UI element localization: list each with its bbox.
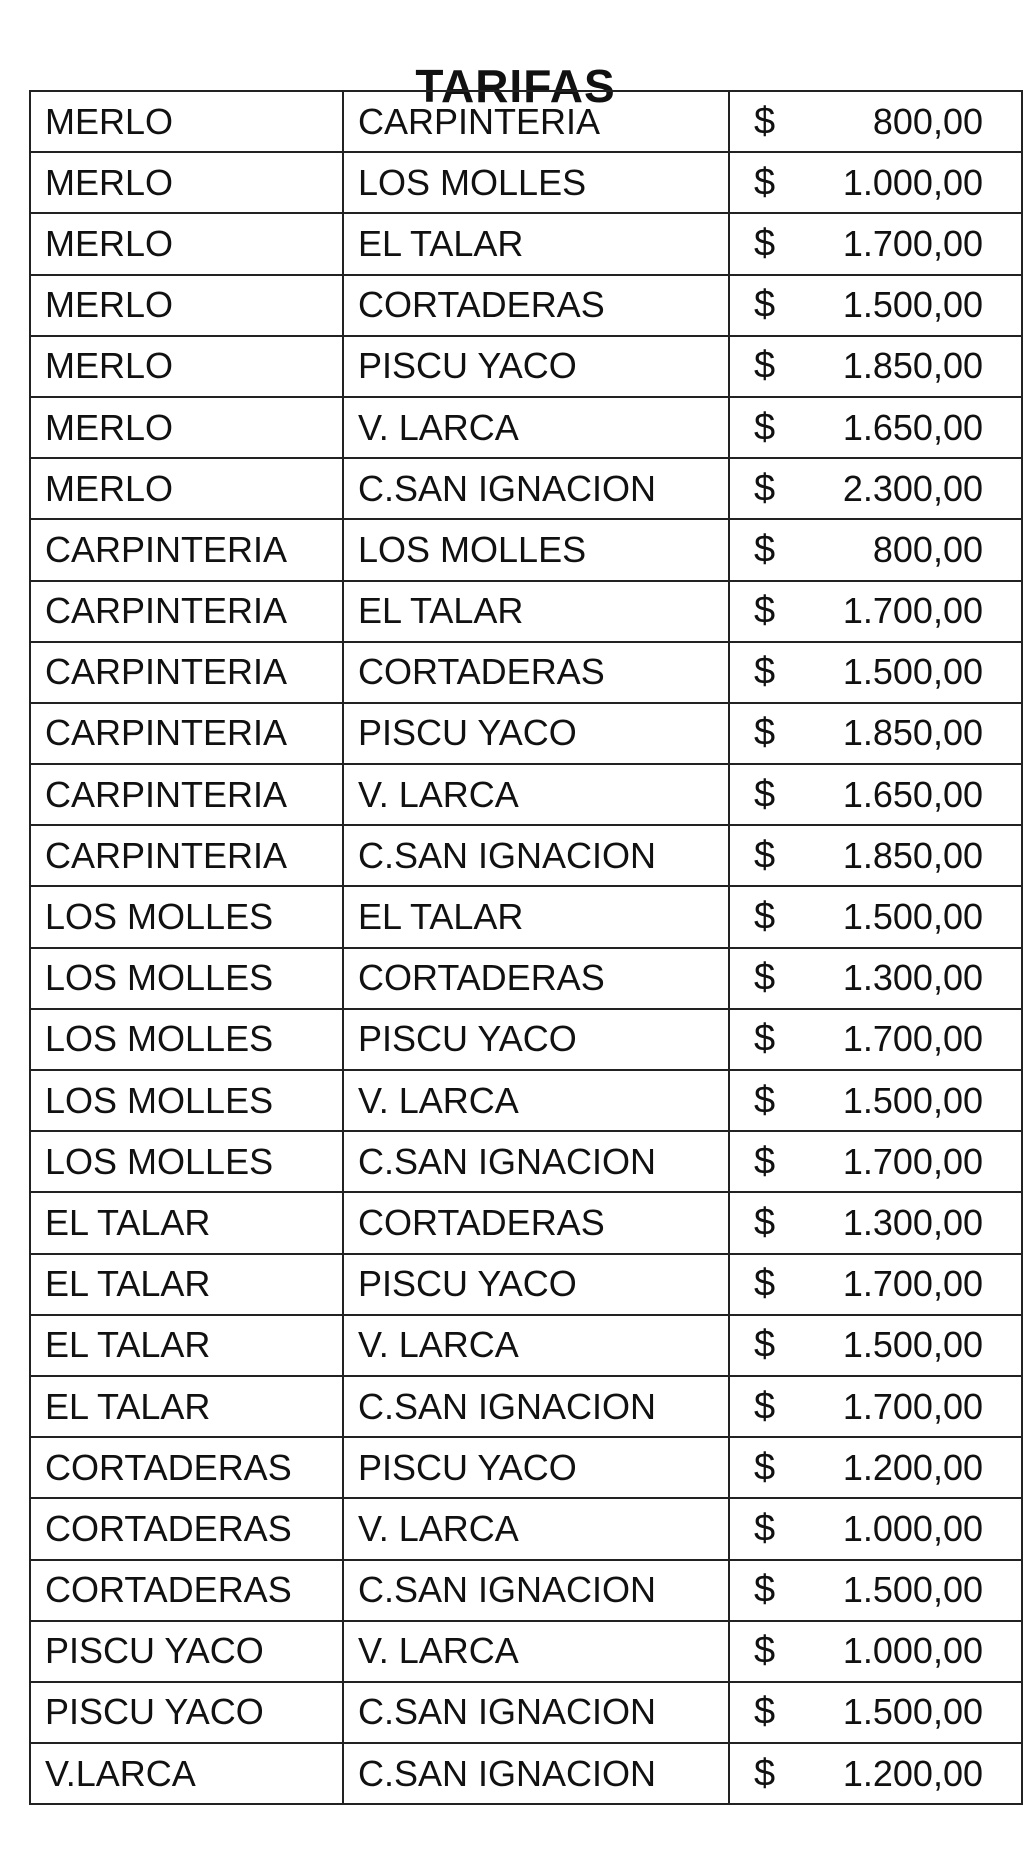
price-cell — [729, 397, 1022, 458]
price-cell — [729, 1437, 1022, 1498]
price-cell — [729, 152, 1022, 213]
price-amount: 1.300,00 — [842, 957, 983, 999]
price-amount: 1.700,00 — [842, 1385, 983, 1427]
currency-symbol: $ — [754, 1690, 776, 1733]
price-cell — [729, 519, 1022, 580]
price-cell — [729, 91, 1022, 152]
destination-cell: C.SAN IGNACION — [343, 825, 729, 886]
origin-cell: LOS MOLLES — [30, 1009, 343, 1070]
destination-cell: PISCU YACO — [343, 1437, 729, 1498]
currency-symbol: $ — [754, 406, 776, 449]
origin-cell: MERLO — [30, 397, 343, 458]
destination-cell: V. LARCA — [343, 1315, 729, 1376]
table-row — [30, 275, 1022, 336]
table-row — [30, 825, 1022, 886]
origin-cell: EL TALAR — [30, 1254, 343, 1315]
currency-symbol: $ — [754, 467, 776, 510]
currency-symbol: $ — [754, 1079, 776, 1122]
destination-cell: V. LARCA — [343, 397, 729, 458]
destination-cell: V. LARCA — [343, 1070, 729, 1131]
price-amount: 1.650,00 — [842, 406, 983, 448]
currency-symbol: $ — [754, 222, 776, 265]
currency-symbol: $ — [754, 1017, 776, 1060]
price-amount: 1.700,00 — [842, 222, 983, 264]
price-amount: 1.500,00 — [842, 651, 983, 693]
table-row — [30, 1009, 1022, 1070]
table-row — [30, 1315, 1022, 1376]
price-amount: 1.500,00 — [842, 1569, 983, 1611]
page-title: TARIFAS — [415, 59, 616, 112]
destination-cell: CORTADERAS — [343, 275, 729, 336]
origin-cell: CARPINTERIA — [30, 703, 343, 764]
origin-cell: CORTADERAS — [30, 1498, 343, 1559]
origin-cell: MERLO — [30, 91, 343, 152]
table-row — [30, 1254, 1022, 1315]
origin-cell: CARPINTERIA — [30, 581, 343, 642]
table-row — [30, 1560, 1022, 1621]
price-cell — [729, 581, 1022, 642]
currency-symbol: $ — [754, 528, 776, 571]
destination-cell: PISCU YACO — [343, 336, 729, 397]
origin-cell: LOS MOLLES — [30, 948, 343, 1009]
currency-symbol: $ — [754, 100, 776, 143]
currency-symbol: $ — [754, 1323, 776, 1366]
price-cell — [729, 1009, 1022, 1070]
table-row — [30, 1192, 1022, 1253]
destination-cell: EL TALAR — [343, 886, 729, 947]
origin-cell: V.LARCA — [30, 1743, 343, 1804]
price-amount: 1.000,00 — [842, 161, 983, 203]
currency-symbol: $ — [754, 1568, 776, 1611]
price-cell — [729, 1070, 1022, 1131]
table-row — [30, 1376, 1022, 1437]
currency-symbol: $ — [754, 1140, 776, 1183]
destination-cell: C.SAN IGNACION — [343, 458, 729, 519]
table-row — [30, 886, 1022, 947]
destination-cell: C.SAN IGNACION — [343, 1682, 729, 1743]
table-row — [30, 581, 1022, 642]
currency-symbol: $ — [754, 283, 776, 326]
currency-symbol: $ — [754, 1629, 776, 1672]
destination-cell: C.SAN IGNACION — [343, 1743, 729, 1804]
destination-cell: PISCU YACO — [343, 703, 729, 764]
origin-cell: MERLO — [30, 336, 343, 397]
destination-cell: PISCU YACO — [343, 1254, 729, 1315]
table-row — [30, 1682, 1022, 1743]
price-cell — [729, 948, 1022, 1009]
price-amount: 1.000,00 — [842, 1507, 983, 1549]
destination-cell: C.SAN IGNACION — [343, 1376, 729, 1437]
price-cell — [729, 764, 1022, 825]
price-amount: 800,00 — [872, 528, 983, 570]
price-cell — [729, 1682, 1022, 1743]
origin-cell: CARPINTERIA — [30, 642, 343, 703]
price-cell — [729, 1621, 1022, 1682]
price-cell — [729, 886, 1022, 947]
destination-cell: LOS MOLLES — [343, 519, 729, 580]
price-amount: 1.200,00 — [842, 1446, 983, 1488]
origin-cell: CORTADERAS — [30, 1437, 343, 1498]
currency-symbol: $ — [754, 895, 776, 938]
origin-cell: MERLO — [30, 152, 343, 213]
price-cell — [729, 825, 1022, 886]
origin-cell: PISCU YACO — [30, 1682, 343, 1743]
destination-cell: V. LARCA — [343, 764, 729, 825]
table-row — [30, 91, 1022, 152]
currency-symbol: $ — [754, 711, 776, 754]
destination-cell: V. LARCA — [343, 1621, 729, 1682]
currency-symbol: $ — [754, 1507, 776, 1550]
destination-cell: C.SAN IGNACION — [343, 1560, 729, 1621]
currency-symbol: $ — [754, 161, 776, 204]
price-cell — [729, 1131, 1022, 1192]
table-row — [30, 152, 1022, 213]
price-amount: 1.200,00 — [842, 1752, 983, 1794]
currency-symbol: $ — [754, 1385, 776, 1428]
currency-symbol: $ — [754, 1201, 776, 1244]
destination-cell: C.SAN IGNACION — [343, 1131, 729, 1192]
currency-symbol: $ — [754, 834, 776, 877]
price-cell — [729, 703, 1022, 764]
price-amount: 1.700,00 — [842, 1018, 983, 1060]
price-amount: 1.700,00 — [842, 1263, 983, 1305]
table-row — [30, 948, 1022, 1009]
price-amount: 1.500,00 — [842, 1324, 983, 1366]
destination-cell: V. LARCA — [343, 1498, 729, 1559]
table-row — [30, 1621, 1022, 1682]
tariff-table-body — [30, 91, 1022, 1804]
currency-symbol: $ — [754, 344, 776, 387]
origin-cell: LOS MOLLES — [30, 886, 343, 947]
origin-cell: PISCU YACO — [30, 1621, 343, 1682]
price-cell — [729, 213, 1022, 274]
origin-cell: CARPINTERIA — [30, 764, 343, 825]
origin-cell: EL TALAR — [30, 1376, 343, 1437]
destination-cell: CARPINTERIA — [343, 91, 729, 152]
price-amount: 1.000,00 — [842, 1630, 983, 1672]
table-row — [30, 764, 1022, 825]
table-row — [30, 458, 1022, 519]
price-amount: 1.500,00 — [842, 1079, 983, 1121]
origin-cell: MERLO — [30, 213, 343, 274]
origin-cell: MERLO — [30, 458, 343, 519]
price-amount: 1.300,00 — [842, 1201, 983, 1243]
destination-cell: PISCU YACO — [343, 1009, 729, 1070]
origin-cell: CORTADERAS — [30, 1560, 343, 1621]
destination-cell: CORTADERAS — [343, 642, 729, 703]
currency-symbol: $ — [754, 1752, 776, 1795]
table-row — [30, 1743, 1022, 1804]
currency-symbol: $ — [754, 956, 776, 999]
price-cell — [729, 1560, 1022, 1621]
currency-symbol: $ — [754, 1262, 776, 1305]
price-amount: 1.650,00 — [842, 773, 983, 815]
table-row — [30, 703, 1022, 764]
price-cell — [729, 1192, 1022, 1253]
price-cell — [729, 458, 1022, 519]
table-row — [30, 642, 1022, 703]
table-row — [30, 213, 1022, 274]
price-cell — [729, 1315, 1022, 1376]
price-cell — [729, 1743, 1022, 1804]
currency-symbol: $ — [754, 773, 776, 816]
price-cell — [729, 275, 1022, 336]
origin-cell: MERLO — [30, 275, 343, 336]
table-row — [30, 1070, 1022, 1131]
origin-cell: CARPINTERIA — [30, 519, 343, 580]
origin-cell: EL TALAR — [30, 1192, 343, 1253]
price-amount: 1.850,00 — [842, 834, 983, 876]
table-row — [30, 397, 1022, 458]
destination-cell: EL TALAR — [343, 213, 729, 274]
destination-cell: EL TALAR — [343, 581, 729, 642]
price-amount: 1.500,00 — [842, 1691, 983, 1733]
price-cell — [729, 336, 1022, 397]
table-row — [30, 519, 1022, 580]
price-amount: 1.850,00 — [842, 712, 983, 754]
tariff-table — [29, 90, 1023, 1805]
origin-cell: LOS MOLLES — [30, 1131, 343, 1192]
destination-cell: LOS MOLLES — [343, 152, 729, 213]
price-amount: 1.700,00 — [842, 590, 983, 632]
table-row — [30, 1131, 1022, 1192]
destination-cell: CORTADERAS — [343, 1192, 729, 1253]
price-cell — [729, 1498, 1022, 1559]
table-row — [30, 1437, 1022, 1498]
origin-cell: EL TALAR — [30, 1315, 343, 1376]
price-amount: 1.700,00 — [842, 1140, 983, 1182]
price-amount: 1.500,00 — [842, 284, 983, 326]
price-cell — [729, 1254, 1022, 1315]
currency-symbol: $ — [754, 589, 776, 632]
price-amount: 2.300,00 — [842, 467, 983, 509]
price-amount: 800,00 — [872, 100, 983, 142]
currency-symbol: $ — [754, 1446, 776, 1489]
table-row — [30, 1498, 1022, 1559]
origin-cell: CARPINTERIA — [30, 825, 343, 886]
table-row — [30, 336, 1022, 397]
origin-cell: LOS MOLLES — [30, 1070, 343, 1131]
price-cell — [729, 1376, 1022, 1437]
price-cell — [729, 642, 1022, 703]
destination-cell: CORTADERAS — [343, 948, 729, 1009]
price-amount: 1.850,00 — [842, 345, 983, 387]
currency-symbol: $ — [754, 650, 776, 693]
price-amount: 1.500,00 — [842, 896, 983, 938]
